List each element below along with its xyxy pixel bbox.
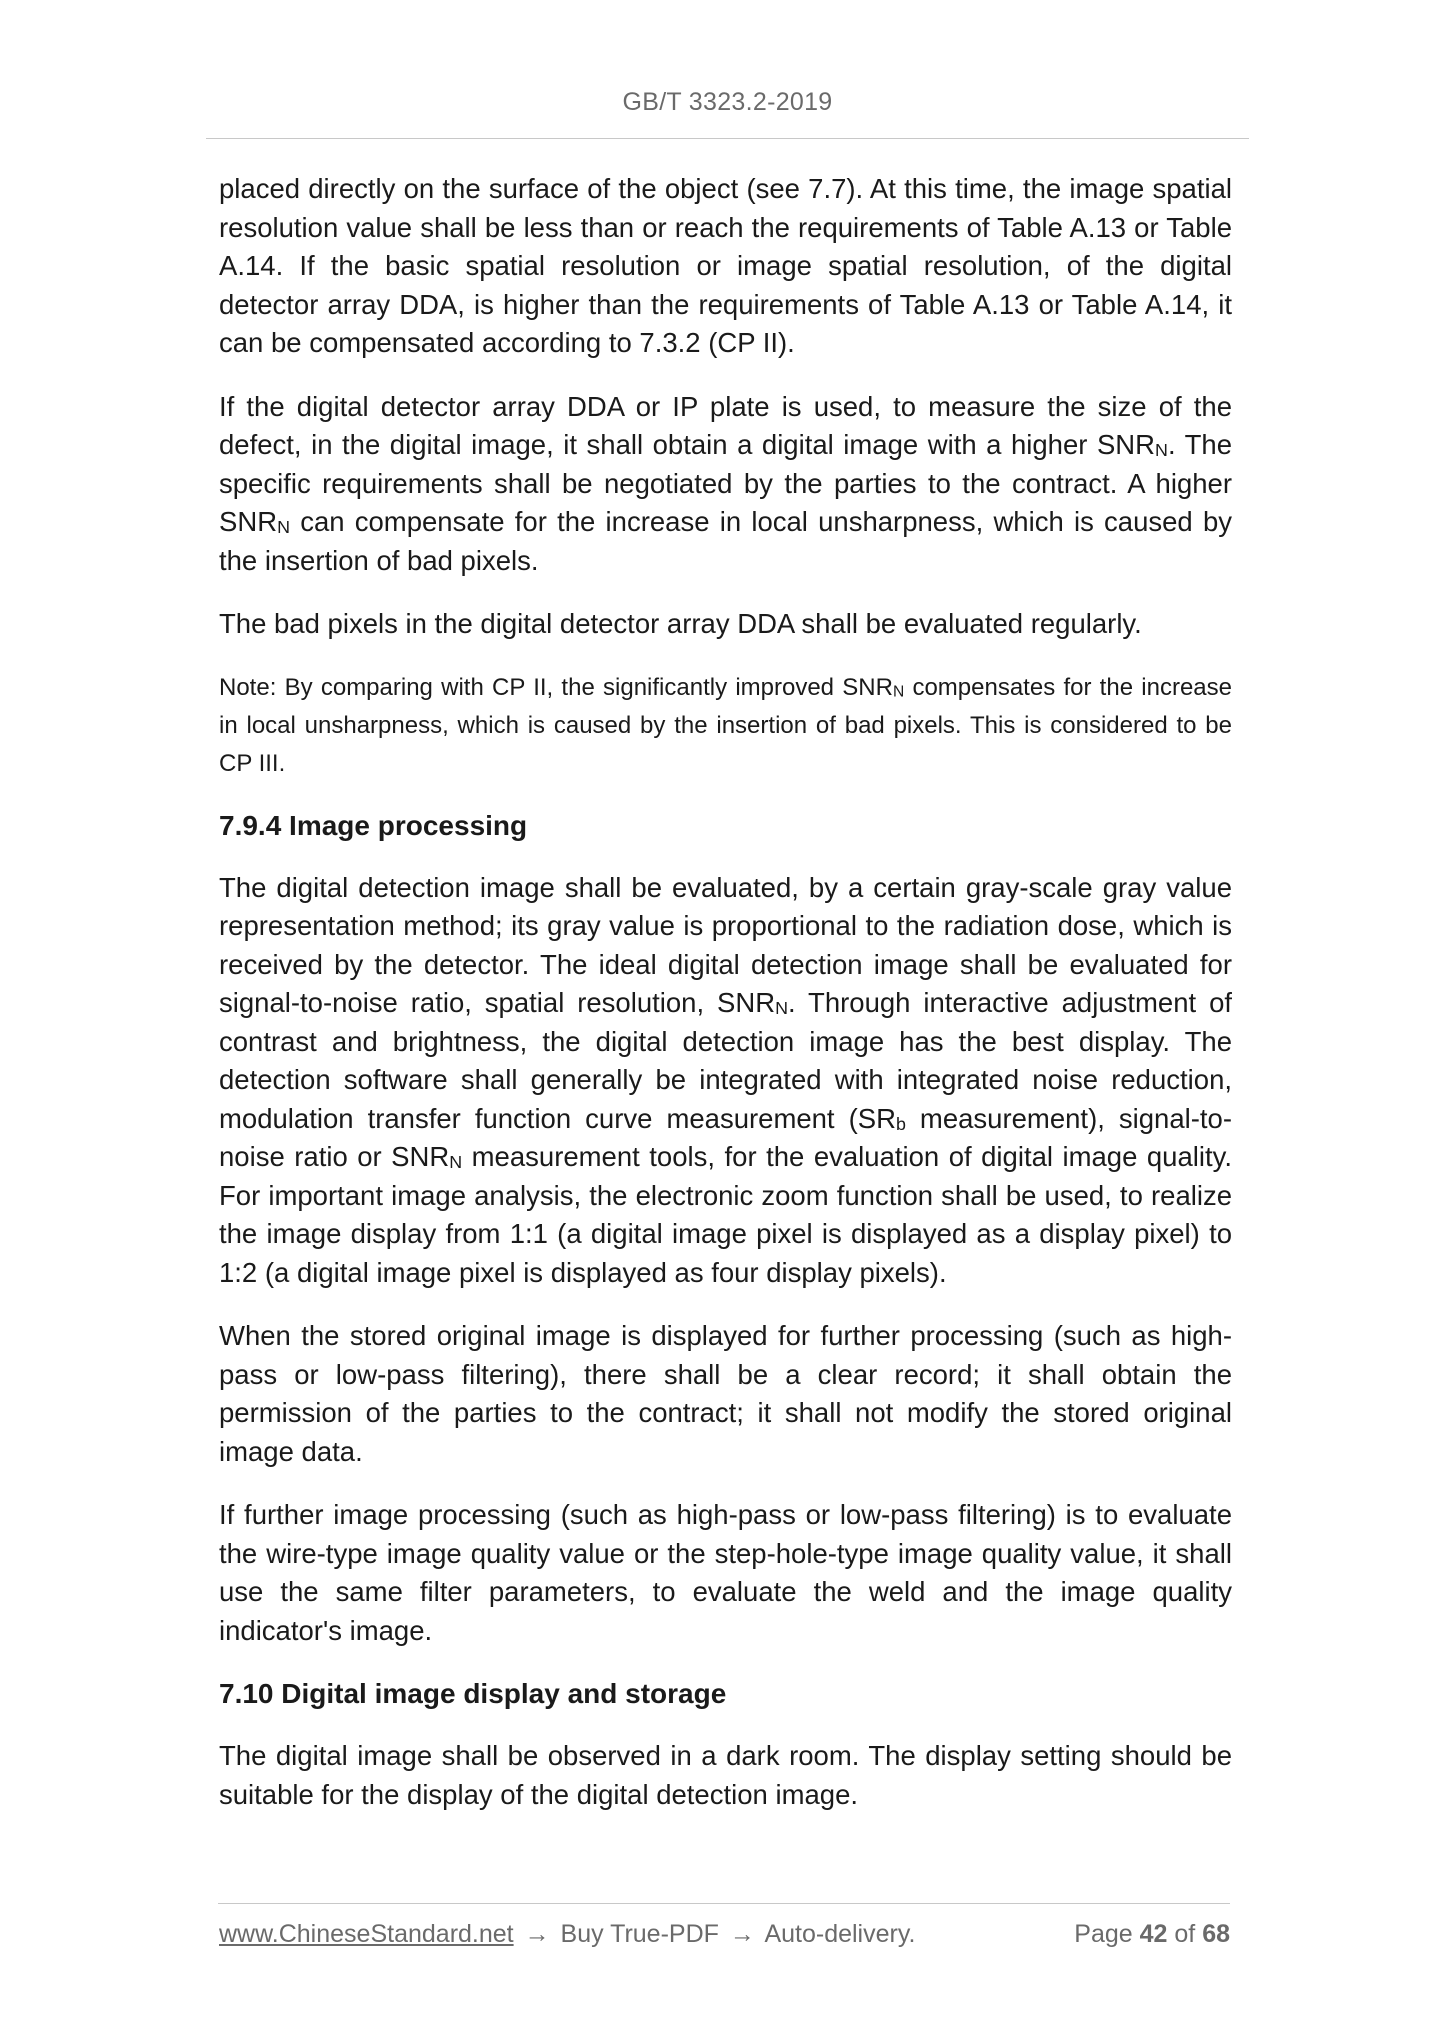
paragraph-6: If further image processing (such as high-pass or low-pass filtering) is to evaluate the wire-type image quality value or the step-hole-type image quality value, it shall use the same filter parameters, to evaluate the weld and the image quality indicator's image. xyxy=(219,1499,1232,1646)
footer-divider xyxy=(218,1903,1230,1904)
website-link[interactable]: www.ChineseStandard.net xyxy=(219,1920,514,1948)
note-text-b: compensates for the increase in local unsharpness, which is caused by the insertion of bad pixels. This is considered to be CP III. xyxy=(219,673,1232,777)
total-pages-number: 68 xyxy=(1202,1920,1230,1948)
note-paragraph xyxy=(219,669,1232,783)
buy-true-pdf-text: Buy True-PDF xyxy=(560,1920,719,1948)
section-heading-7-10: 7.10 Digital image display and storage xyxy=(219,1678,727,1709)
arrow-right-icon: → xyxy=(524,1920,550,1948)
subscript-b: b xyxy=(895,1113,906,1134)
paragraph-4-text-d: measurement tools, for the evaluation of digital image quality. For important image analysis, the electronic zoom function shall be used, to realize the image display from 1:1 (a digital image pixel is displayed as a display pixel) to 1:2 (a digital image pixel is displayed as four display pixels). xyxy=(219,1141,1232,1288)
paragraph-2-text-b: . The specific requirements shall be negotiated by the parties to the contract. A higher SNR xyxy=(219,429,1232,537)
paragraph-4-text-b: . Through interactive adjustment of contrast and brightness, the digital detection image has the best display. The detection software shall generally be integrated with integrated noise reduction, modulation transfer function curve measurement (SR xyxy=(219,987,1232,1134)
paragraph-4-text-a: The digital detection image shall be evaluated, by a certain gray-scale gray value representation method; its gray value is proportional to the radiation dose, which is received by the detector. The ideal digital detection image shall be evaluated for signal-to-noise ratio, spatial resolution, SNR xyxy=(219,871,1232,1018)
paragraph-4-text-c: measurement), signal-to-noise ratio or SNR xyxy=(219,1102,1232,1172)
note-text-a: Note: By comparing with CP II, the significantly improved SNR xyxy=(219,673,893,701)
auto-delivery-text: Auto-delivery. xyxy=(764,1920,916,1948)
page-footer xyxy=(219,1920,1230,1958)
header-divider xyxy=(206,138,1249,139)
paragraph-2 xyxy=(219,388,1232,581)
subscript-n: N xyxy=(449,1151,463,1172)
page-counter xyxy=(1074,1920,1230,1949)
paragraph-1: placed directly on the surface of the object (see 7.7). At this time, the image spatial resolution value shall be less than or reach the requirements of Table A.13 or Table A.14. If the basic spatial resolution or image spatial resolution, of the digital detector array DDA, is higher than the requirements of Table A.13 or Table A.14, it can be compensated according to 7.3.2 (CP II). xyxy=(219,173,1232,358)
page-label: Page xyxy=(1074,1920,1133,1948)
subscript-n: N xyxy=(892,683,905,701)
paragraph-2-text-a: If the digital detector array DDA or IP plate is used, to measure the size of the defect, in the digital image, it shall obtain a digital image with a higher SNR xyxy=(219,390,1232,460)
footer-promo xyxy=(219,1920,915,1949)
section-heading-7-9-4: 7.9.4 Image processing xyxy=(219,809,528,841)
paragraph-7: The digital image shall be observed in a dark room. The display setting should be suitable for the display of the digital detection image. xyxy=(219,1740,1232,1810)
paragraph-4 xyxy=(219,869,1232,1293)
subscript-n: N xyxy=(277,516,290,537)
current-page-number: 42 xyxy=(1139,1920,1168,1948)
document-body xyxy=(219,170,1232,1895)
of-label: of xyxy=(1174,1920,1196,1948)
subscript-n: N xyxy=(775,997,788,1018)
subscript-n: N xyxy=(1155,439,1168,460)
arrow-right-icon: → xyxy=(729,1920,755,1948)
page-header: GB/T 3323.2-2019 xyxy=(622,88,833,116)
paragraph-2-text-c: can compensate for the increase in local unsharpness, which is caused by the insertion of bad pixels. xyxy=(219,506,1232,576)
paragraph-5: When the stored original image is displayed for further processing (such as high-pass or low-pass filtering), there shall be a clear record; it shall obtain the permission of the parties to the contract; it shall not modify the stored original image data. xyxy=(219,1320,1232,1467)
paragraph-3: The bad pixels in the digital detector array DDA shall be evaluated regularly. xyxy=(219,608,1142,639)
